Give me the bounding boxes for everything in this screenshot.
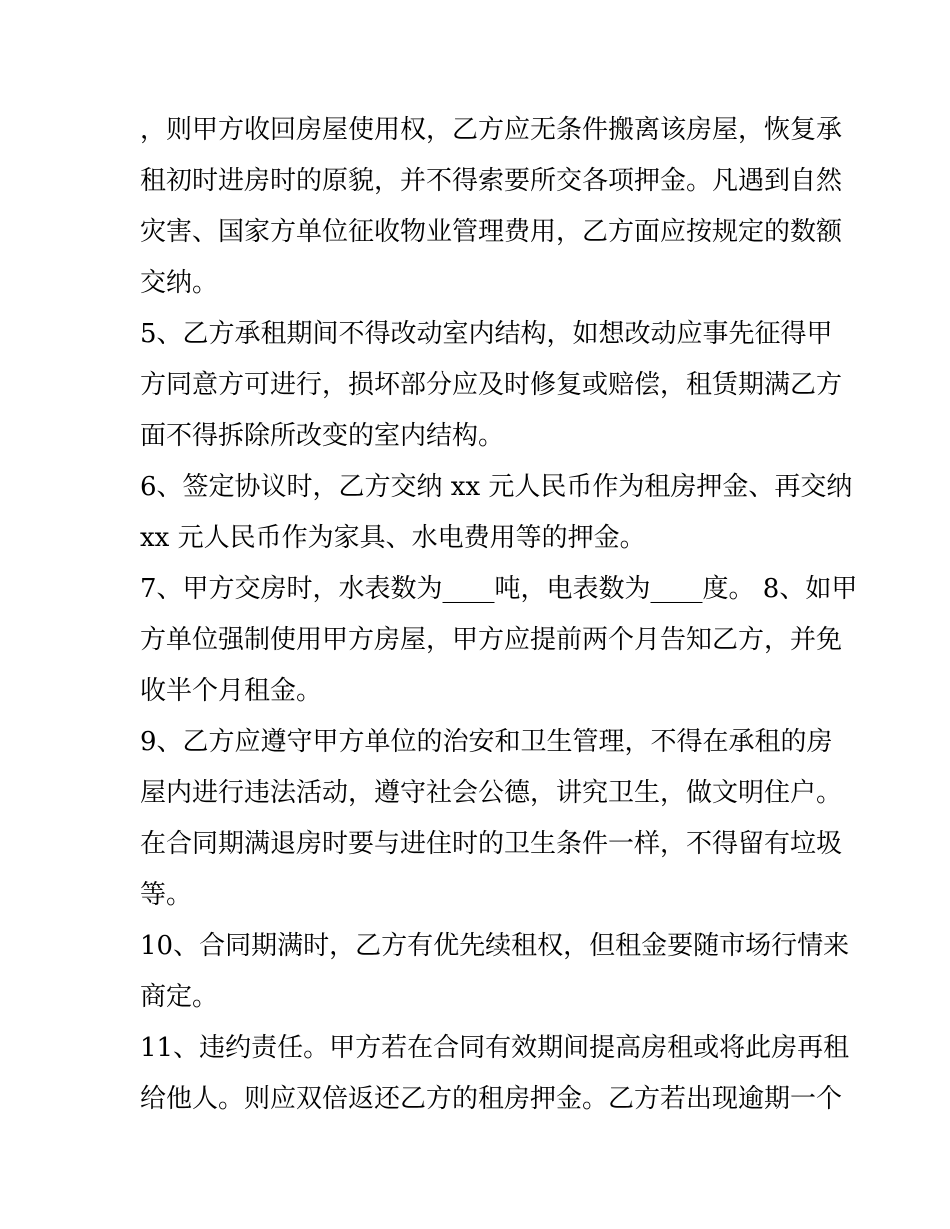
text-line: 7、甲方交房时，水表数为____吨，电表数为____度。 8、如甲 — [140, 574, 858, 604]
text-line: 方同意方可进行，损坏部分应及时修复或赔偿，租赁期满乙方 — [140, 370, 843, 400]
text-line: 面不得拆除所改变的室内结构。 — [140, 421, 505, 451]
text-line: 6、签定协议时，乙方交纳 xx 元人民币作为租房押金、再交纳 — [140, 472, 853, 502]
text-line: 在合同期满退房时要与进住时的卫生条件一样，不得留有垃圾 — [140, 829, 843, 859]
text-line: 等。 — [140, 880, 193, 910]
text-line: 屋内进行违法活动，遵守社会公德，讲究卫生，做文明住户。 — [140, 778, 843, 808]
text-line: 9、乙方应遵守甲方单位的治安和卫生管理，不得在承租的房 — [140, 727, 833, 757]
text-line: ，则甲方收回房屋使用权，乙方应无条件搬离该房屋，恢复承 — [140, 115, 843, 145]
text-line: 租初时进房时的原貌，并不得索要所交各项押金。凡遇到自然 — [140, 166, 843, 196]
text-line: 方单位强制使用甲方房屋，甲方应提前两个月告知乙方，并免 — [140, 625, 843, 655]
text-line: 灾害、国家方单位征收物业管理费用，乙方面应按规定的数额 — [140, 217, 843, 247]
text-line: 5、乙方承租期间不得改动室内结构，如想改动应事先征得甲 — [140, 319, 833, 349]
document-body — [140, 105, 858, 1125]
text-line: 给他人。则应双倍返还乙方的租房押金。乙方若出现逾期一个 — [140, 1084, 843, 1114]
text-line: 收半个月租金。 — [140, 676, 323, 706]
text-line: 交纳。 — [140, 268, 219, 298]
text-line: 10、合同期满时，乙方有优先续租权，但租金要随市场行情来 — [140, 931, 850, 961]
text-line: xx 元人民币作为家具、水电费用等的押金。 — [140, 523, 646, 553]
text-line: 商定。 — [140, 982, 219, 1012]
text-line: 11、违约责任。甲方若在合同有效期间提高房租或将此房再租 — [140, 1033, 850, 1063]
